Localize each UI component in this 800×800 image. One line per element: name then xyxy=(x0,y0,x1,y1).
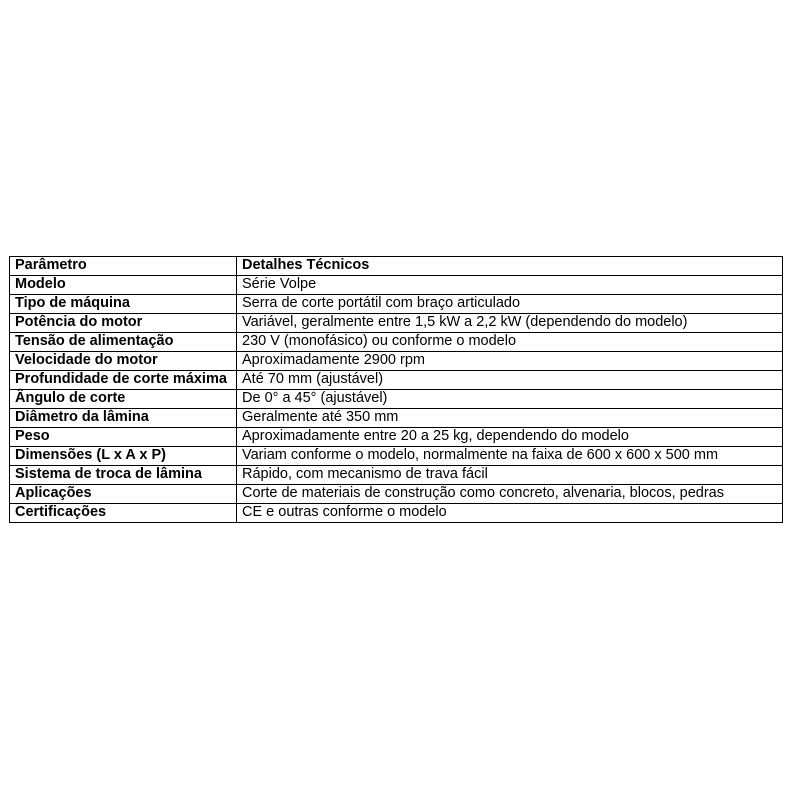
row-detail: Até 70 mm (ajustável) xyxy=(237,371,783,390)
row-param: Potência do motor xyxy=(10,314,237,333)
row-detail: Aproximadamente entre 20 a 25 kg, dependendo do modelo xyxy=(237,428,783,447)
table-row xyxy=(10,276,783,295)
row-detail: Rápido, com mecanismo de trava fácil xyxy=(237,466,783,485)
header-param: Parâmetro xyxy=(10,257,237,276)
row-param: Profundidade de corte máxima xyxy=(10,371,237,390)
table-row xyxy=(10,485,783,504)
table-header-row xyxy=(10,257,783,276)
table-row xyxy=(10,314,783,333)
row-detail: Variam conforme o modelo, normalmente na faixa de 600 x 600 x 500 mm xyxy=(237,447,783,466)
table-row xyxy=(10,295,783,314)
spec-table xyxy=(9,256,783,523)
table-row xyxy=(10,371,783,390)
row-detail: Variável, geralmente entre 1,5 kW a 2,2 kW (dependendo do modelo) xyxy=(237,314,783,333)
row-detail: Aproximadamente 2900 rpm xyxy=(237,352,783,371)
row-param: Diâmetro da lâmina xyxy=(10,409,237,428)
row-param: Peso xyxy=(10,428,237,447)
row-detail: Série Volpe xyxy=(237,276,783,295)
row-param: Modelo xyxy=(10,276,237,295)
row-param: Sistema de troca de lâmina xyxy=(10,466,237,485)
row-detail: De 0° a 45° (ajustável) xyxy=(237,390,783,409)
row-param: Dimensões (L x A x P) xyxy=(10,447,237,466)
table-row xyxy=(10,447,783,466)
row-param: Tensão de alimentação xyxy=(10,333,237,352)
row-param: Tipo de máquina xyxy=(10,295,237,314)
row-detail: CE e outras conforme o modelo xyxy=(237,504,783,523)
table-row xyxy=(10,504,783,523)
row-param: Ângulo de corte xyxy=(10,390,237,409)
row-param: Aplicações xyxy=(10,485,237,504)
row-param: Velocidade do motor xyxy=(10,352,237,371)
table-row xyxy=(10,333,783,352)
table-row xyxy=(10,390,783,409)
table-row xyxy=(10,409,783,428)
table-row xyxy=(10,428,783,447)
row-detail: Corte de materiais de construção como concreto, alvenaria, blocos, pedras xyxy=(237,485,783,504)
header-detail: Detalhes Técnicos xyxy=(237,257,783,276)
row-param: Certificações xyxy=(10,504,237,523)
row-detail: Serra de corte portátil com braço articulado xyxy=(237,295,783,314)
row-detail: 230 V (monofásico) ou conforme o modelo xyxy=(237,333,783,352)
table-row xyxy=(10,352,783,371)
row-detail: Geralmente até 350 mm xyxy=(237,409,783,428)
table-row xyxy=(10,466,783,485)
